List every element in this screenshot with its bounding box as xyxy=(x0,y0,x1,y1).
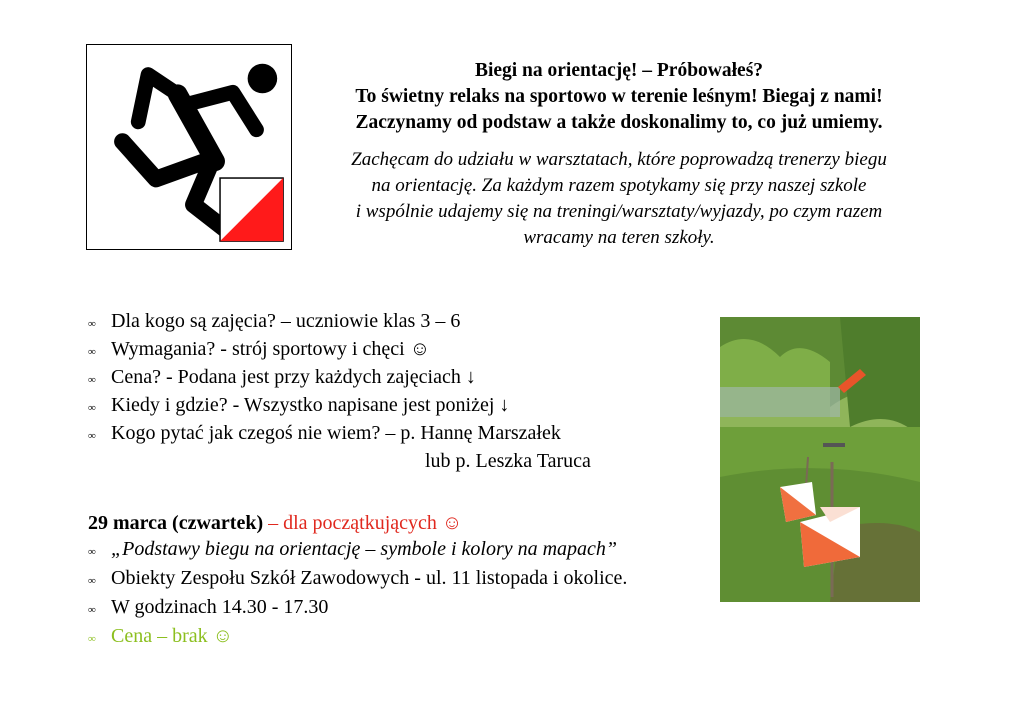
list-item xyxy=(88,536,728,565)
list-item xyxy=(88,337,708,365)
list-item xyxy=(88,421,708,449)
orienteering-flag-photo-image xyxy=(720,317,920,602)
list-item xyxy=(88,565,728,594)
list-item-text: Cena? - Podana jest przy każdych zajęciach ↓ xyxy=(111,366,476,388)
orienteering-runner-icon xyxy=(87,45,290,248)
event-topic: „Podstawy biegu na orientację – symbole i kolory na mapach” xyxy=(111,538,618,560)
list-item-text: Kiedy i gdzie? - Wszystko napisane jest poniżej ↓ xyxy=(111,394,510,416)
intro-line: i wspólnie udajemy się na treningi/warsztaty/wyjazdy, po czym razem xyxy=(355,201,883,222)
bullet-icon: ∞ xyxy=(88,430,96,442)
intro-paragraph xyxy=(308,147,930,251)
bullet-icon: ∞ xyxy=(88,318,96,330)
event-date: 29 marca (czwartek) xyxy=(88,512,264,534)
orienteering-control-photo xyxy=(720,317,920,602)
bullet-icon: ∞ xyxy=(88,346,96,358)
headline-3: Zaczynamy od podstaw a także doskonalimy to, co już umiemy. xyxy=(355,112,883,133)
bullet-icon: ∞ xyxy=(88,546,96,558)
event-time: W godzinach 14.30 - 17.30 xyxy=(111,596,329,618)
bullet-icon: ∞ xyxy=(88,633,96,645)
event-block xyxy=(88,510,728,652)
bullet-icon: ∞ xyxy=(88,575,96,587)
list-item-text: Dla kogo są zajęcia? – uczniowie klas 3 – 6 xyxy=(111,310,461,332)
event-level: dla początkujących ☺ xyxy=(283,512,463,534)
list-item xyxy=(88,393,708,421)
list-item-text: Wymagania? - strój sportowy i chęci ☺ xyxy=(111,338,431,360)
intro-line: na orientację. Za każdym razem spotykamy się przy naszej szkole xyxy=(371,175,867,196)
bullet-icon: ∞ xyxy=(88,374,96,386)
intro-line: Zachęcam do udziału w warsztatach, które poprowadzą trenerzy biegu xyxy=(351,149,887,170)
event-dash: – xyxy=(263,512,284,534)
bullet-icon: ∞ xyxy=(88,402,96,414)
list-item xyxy=(88,594,728,623)
headline-2: To świetny relaks na sportowo w terenie leśnym! Biegaj z nami! xyxy=(355,86,883,107)
info-list xyxy=(88,309,708,474)
list-item xyxy=(88,623,728,652)
orienteering-logo xyxy=(86,44,292,250)
event-title xyxy=(88,510,728,536)
header xyxy=(308,58,930,251)
list-item xyxy=(88,365,708,393)
bullet-icon: ∞ xyxy=(88,604,96,616)
event-location: Obiekty Zespołu Szkół Zawodowych - ul. 11 listopada i okolice. xyxy=(111,567,628,589)
list-item-text: Kogo pytać jak czegoś nie wiem? – p. Hannę Marszałek xyxy=(111,422,561,444)
list-item xyxy=(88,309,708,337)
headline-1: Biegi na orientację! – Próbowałeś? xyxy=(474,60,764,81)
event-price: Cena – brak ☺ xyxy=(111,625,234,647)
intro-line: wracamy na teren szkoły. xyxy=(523,227,715,248)
list-item-continuation: lub p. Leszka Taruca xyxy=(425,450,591,472)
